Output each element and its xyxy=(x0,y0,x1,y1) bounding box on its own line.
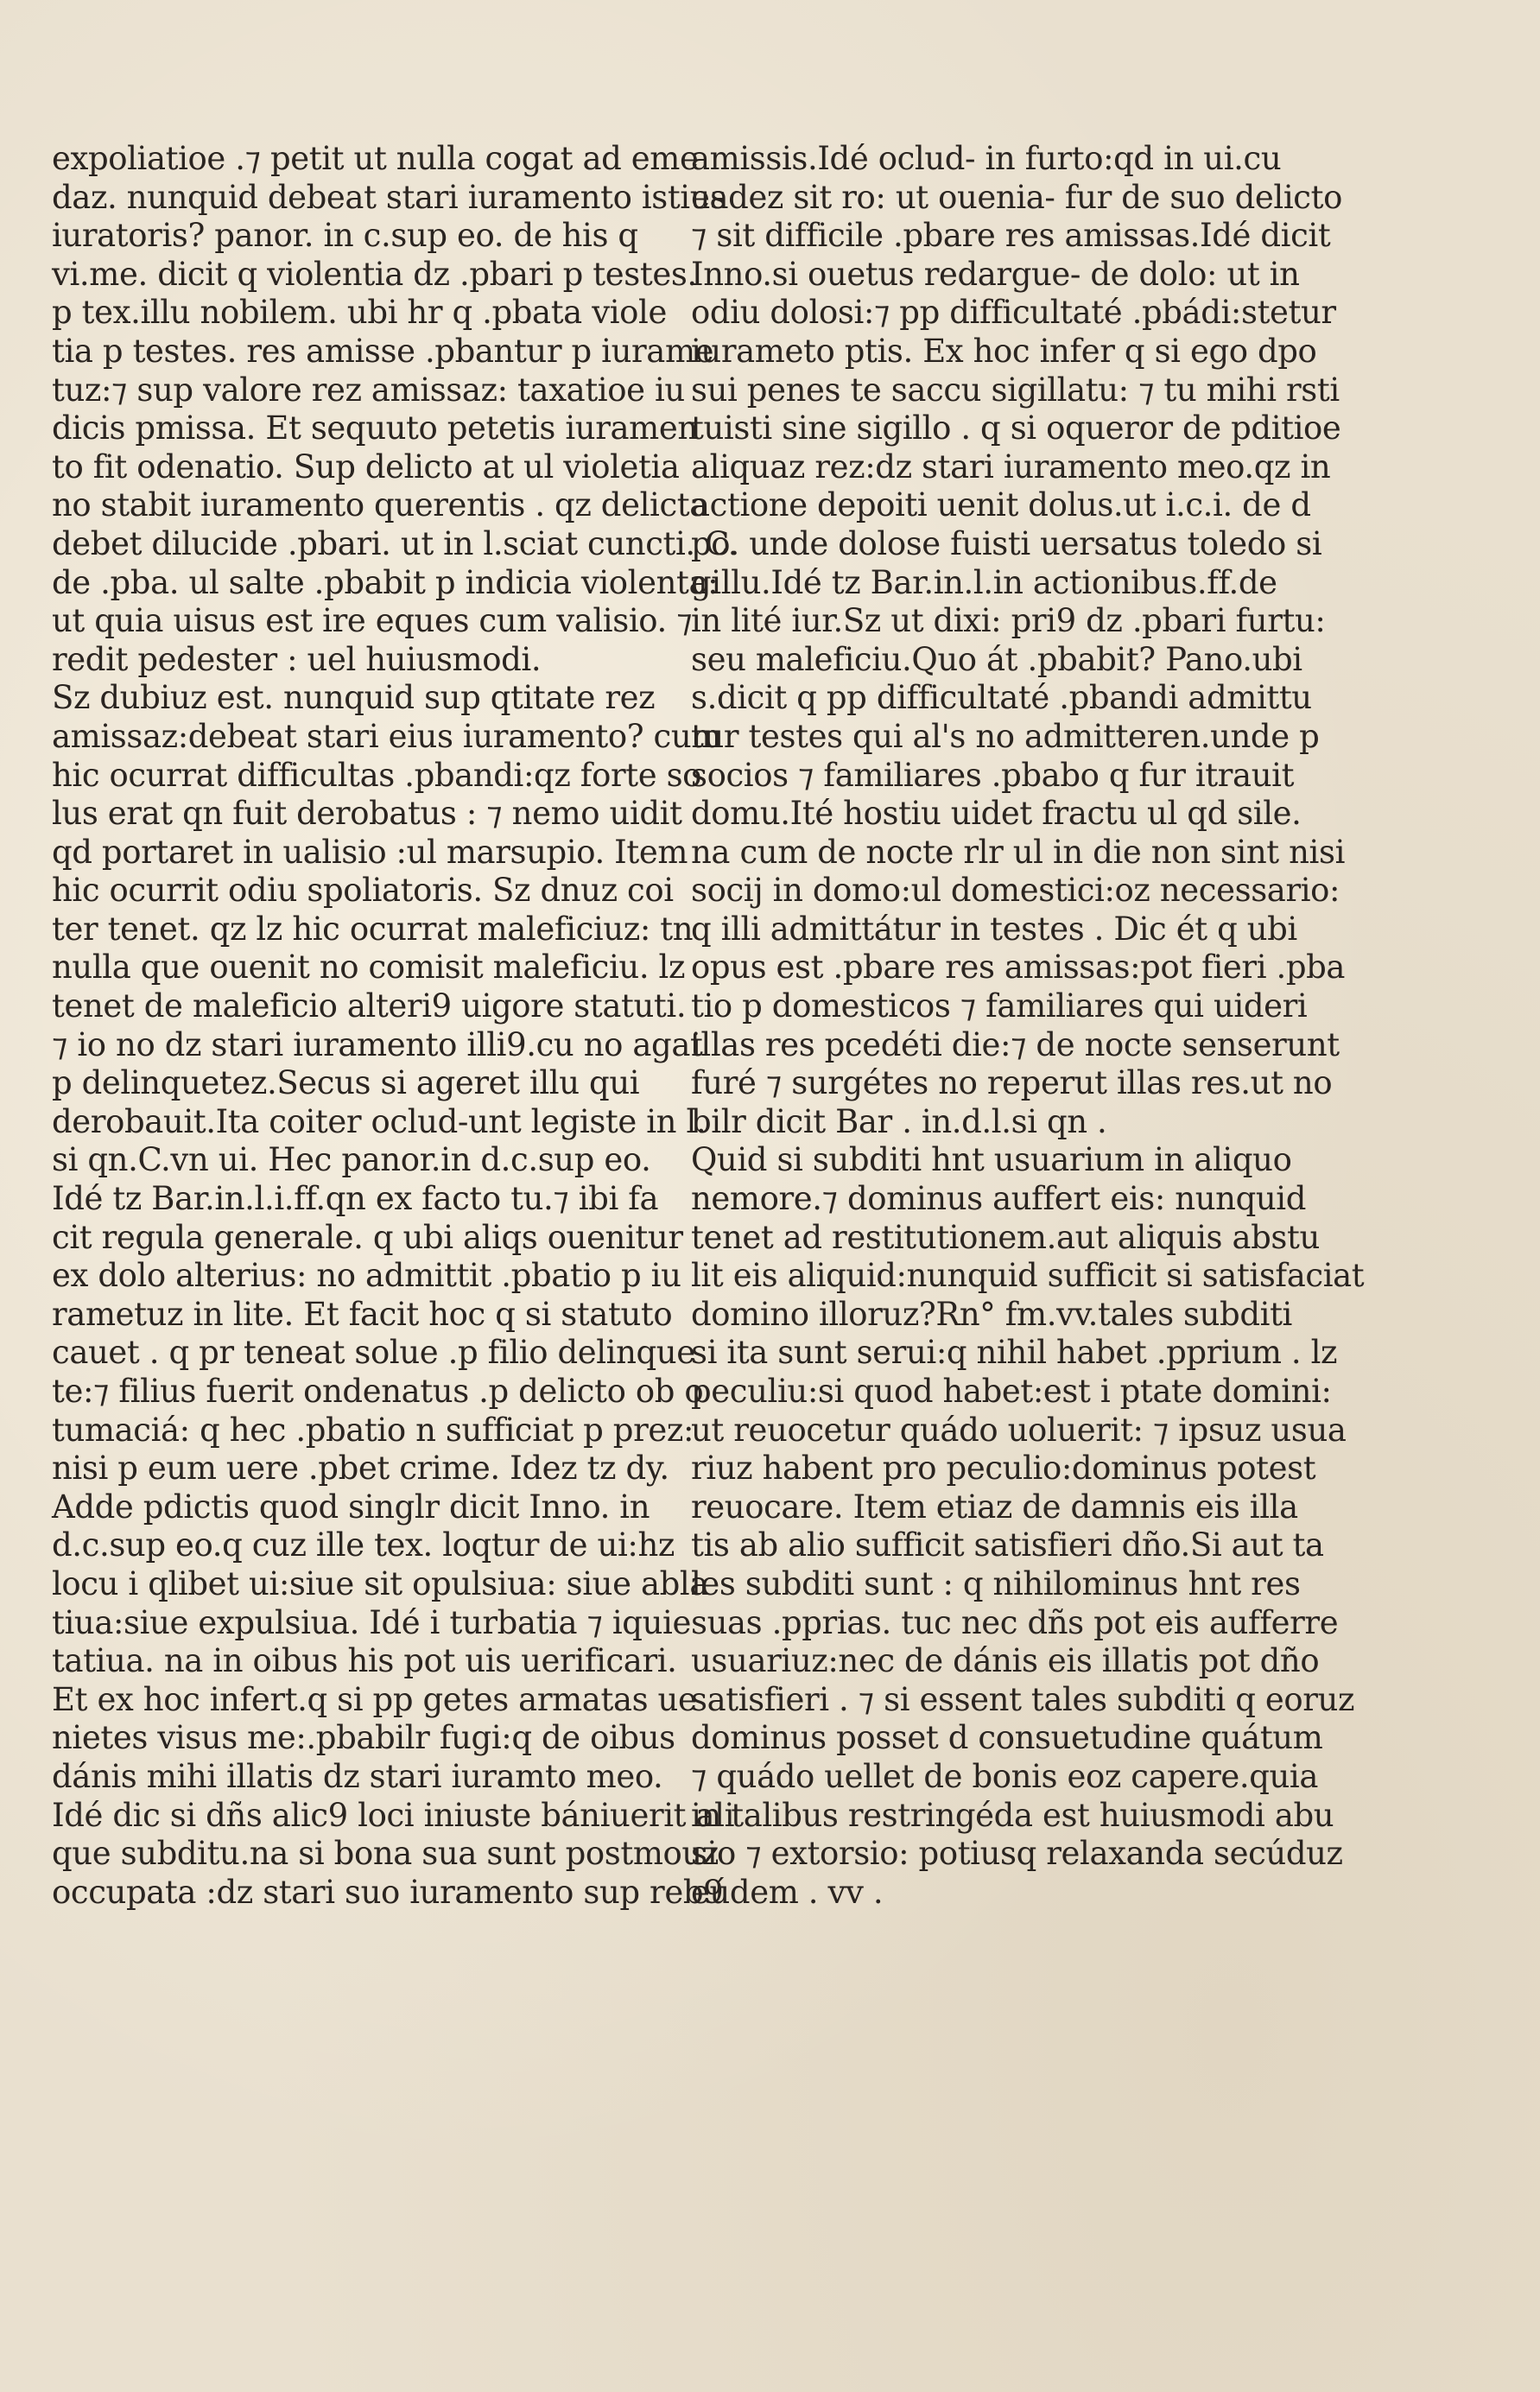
text-line: Adde pdictis quod singlr dicit Inno. in xyxy=(52,1488,650,1526)
text-line: socij in domo:ul domestici:oz necessario: xyxy=(691,872,1340,910)
text-line: bilr dicit Bar . in.d.l.si qn . xyxy=(691,1102,1107,1140)
text-line: illas res pcedéti die:⁊ de nocte senserunt xyxy=(691,1025,1340,1063)
text-line: Idé tz Bar.in.l.i.ff.qn ex facto tu.⁊ ibi fa xyxy=(52,1180,659,1218)
text-line: socios ⁊ familiares .pbabo q fur itrauit xyxy=(691,756,1295,794)
text-line: occupata :dz stari suo iuramento sup reb9 xyxy=(52,1873,724,1911)
text-line: locu i qlibet ui:siue sit opulsiua: siue abla xyxy=(52,1564,708,1602)
text-line: tiua:siue expulsiua. Idé i turbatia ⁊ iquie xyxy=(52,1603,691,1641)
text-line: aliquaz rez:dz stari iuramento meo.qz in xyxy=(691,447,1331,485)
text-line: Inno.si ouetus redargue- de dolo: ut in xyxy=(691,255,1300,293)
text-line: tenet de maleficio alteri9 uigore statuti. xyxy=(52,987,687,1025)
text-line: redit pedester : uel huiusmodi. xyxy=(52,640,542,678)
text-line: iuratoris? panor. in c.sup eo. de his q xyxy=(52,217,638,255)
text-line: tis ab alio sufficit satisfieri dño.Si aut ta xyxy=(691,1526,1324,1564)
text-line: p tex.illu nobilem. ubi hr q .pbata viole xyxy=(52,294,667,332)
text-line: domino illoruz?Rn° fm.vv.tales subditi xyxy=(691,1295,1292,1333)
text-line: tia p testes. res amisse .pbantur p iurame xyxy=(52,332,714,370)
text-line: in lité iur.Sz ut dixi: pri9 dz .pbari furtu: xyxy=(691,602,1326,640)
text-line: cauet . q pr teneat solue .p filio delinque xyxy=(52,1334,695,1372)
text-line: dánis mihi illatis dz stari iuramto meo. xyxy=(52,1757,663,1795)
text-line: nisi p eum uere .pbet crime. Idez tz dy. xyxy=(52,1450,669,1488)
text-line: dicis pmissa. Et sequuto petetis iuramen xyxy=(52,409,698,447)
text-line: tumaciá: q hec .pbatio n sufficiat p prez: xyxy=(52,1411,694,1449)
text-line: usuariuz:nec de dánis eis illatis pot dño xyxy=(691,1642,1320,1680)
text-line: po. unde dolose fuisti uersatus toledo si xyxy=(691,524,1322,562)
text-line: d.c.sup eo.q cuz ille tex. loqtur de ui:hz xyxy=(52,1526,675,1564)
text-line: tatiua. na in oibus his pot uis uerificari. xyxy=(52,1642,677,1680)
text-line: amissis.Idé oclud- in furto:qd in ui.cu xyxy=(691,140,1282,177)
text-line: eadez sit ro: ut ouenia- fur de suo delicto xyxy=(691,178,1342,216)
text-line: opus est .pbare res amissas:pot fieri .pba xyxy=(691,949,1346,987)
text-line: q illi admittátur in testes . Dic ét q ubi xyxy=(691,910,1297,948)
text-line: hic ocurrat difficultas .pbandi:qz forte so xyxy=(52,756,702,794)
text-line: to fit odenatio. Sup delicto at ul violetia xyxy=(52,447,680,485)
text-line: tur testes qui al's no admitteren.unde p xyxy=(691,717,1320,755)
text-line: Idé dic si dñs alic9 loci iniuste bániuerit ali xyxy=(52,1796,735,1834)
text-line: tio p domesticos ⁊ familiares qui uideri xyxy=(691,987,1308,1025)
text-line: peculiu:si quod habet:est i ptate domini: xyxy=(691,1373,1332,1410)
right-text-column xyxy=(691,140,1365,1912)
text-line: s.dicit q pp difficultaté .pbandi admittu xyxy=(691,679,1312,717)
text-line: dominus posset d consuetudine quátum xyxy=(691,1719,1323,1757)
text-line: lus erat qn fuit derobatus : ⁊ nemo uidit xyxy=(52,795,682,833)
text-line: nulla que ouenit no comisit maleficiu. lz xyxy=(52,949,686,987)
text-line: si qn.C.vn ui. Hec panor.in d.c.sup eo. xyxy=(52,1141,651,1179)
text-line: debet dilucide .pbari. ut in l.sciat cuncti. C. xyxy=(52,524,738,562)
text-line: de .pba. ul salte .pbabit p indicia violenta: xyxy=(52,563,719,601)
text-line: p delinquetez.Secus si ageret illu qui xyxy=(52,1064,640,1102)
text-line: eúdem . vv . xyxy=(691,1873,884,1911)
text-line: suas .pprias. tuc nec dñs pot eis aufferre xyxy=(691,1603,1339,1641)
text-line: Et ex hoc infert.q si pp getes armatas ue xyxy=(52,1680,697,1718)
text-line: si ita sunt serui:q nihil habet .pprium . lz xyxy=(691,1334,1338,1372)
text-line: ⁊ quádo uellet de bonis eoz capere.quia xyxy=(691,1757,1319,1795)
text-line: tuz:⁊ sup valore rez amissaz: taxatioe iu xyxy=(52,371,685,409)
text-line: daz. nunquid debeat stari iuramento istius xyxy=(52,178,726,216)
text-line: qd portaret in ualisio :ul marsupio. Item xyxy=(52,833,688,871)
text-line: tenet ad restitutionem.aut aliquis abstu xyxy=(691,1218,1320,1256)
text-line: in talibus restringéda est huiusmodi abu xyxy=(691,1796,1334,1834)
text-line: sui penes te saccu sigillatu: ⁊ tu mihi rsti xyxy=(691,371,1340,409)
text-line: ut quia uisus est ire eques cum valisio. ⁊ xyxy=(52,602,693,640)
text-line: no stabit iuramento querentis . qz delicta xyxy=(52,486,708,524)
text-line: amissaz:debeat stari eius iuramento? cum xyxy=(52,717,721,755)
text-line: nietes visus me:.pbabilr fugi:q de oibus xyxy=(52,1719,675,1757)
text-line: odiu dolosi:⁊ pp difficultaté .pbádi:stetur xyxy=(691,294,1336,332)
text-line: ex dolo alterius: no admittit .pbatio p iu xyxy=(52,1257,681,1295)
left-text-column xyxy=(52,140,738,1912)
text-line: expoliatioe .⁊ petit ut nulla cogat ad eme xyxy=(52,140,699,177)
text-line: que subditu.na si bona sua sunt postmouz xyxy=(52,1835,719,1873)
text-line: ⁊ io no dz stari iuramento illi9.cu no agat xyxy=(52,1025,703,1063)
text-line: actione depoiti uenit dolus.ut i.c.i. de d xyxy=(691,486,1311,524)
text-line: riuz habent pro peculio:dominus potest xyxy=(691,1450,1316,1488)
text-line: hic ocurrit odiu spoliatoris. Sz dnuz coi xyxy=(52,872,674,910)
text-line: na cum de nocte rlr ul in die non sint nisi xyxy=(691,833,1345,871)
text-line: ter tenet. qz lz hic ocurrat maleficiuz: tn xyxy=(52,910,694,948)
text-line: gillu.Idé tz Bar.in.l.in actionibus.ff.de xyxy=(691,563,1277,601)
text-line: Sz dubiuz est. nunquid sup qtitate rez xyxy=(52,679,656,717)
text-line: ut reuocetur quádo uoluerit: ⁊ ipsuz usua xyxy=(691,1411,1347,1449)
text-line: Quid si subditi hnt usuarium in aliquo xyxy=(691,1141,1292,1179)
text-line: cit regula generale. q ubi aliqs ouenitur xyxy=(52,1218,683,1256)
text-line: rametuz in lite. Et facit hoc q si statuto xyxy=(52,1295,673,1333)
text-line: te:⁊ filius fuerit ondenatus .p delicto ob o xyxy=(52,1373,704,1410)
text-line: domu.Ité hostiu uidet fractu ul qd sile. xyxy=(691,795,1302,833)
text-line: nemore.⁊ dominus auffert eis: nunquid xyxy=(691,1180,1307,1218)
text-line: seu maleficiu.Quo át .pbabit? Pano.ubi xyxy=(691,640,1302,678)
text-line: reuocare. Item etiaz de damnis eis illa xyxy=(691,1488,1298,1526)
text-line: derobauit.Ita coiter oclud-unt legiste in l. xyxy=(52,1102,707,1140)
text-line: sio ⁊ extorsio: potiusq relaxanda secúduz xyxy=(691,1835,1343,1873)
text-line: satisfieri . ⁊ si essent tales subditi q eoruz xyxy=(691,1680,1355,1718)
text-line: tuisti sine sigillo . q si oqueror de pditioe xyxy=(691,409,1341,447)
text-line: vi.me. dicit q violentia dz .pbari p testes. xyxy=(52,255,697,293)
text-line: furé ⁊ surgétes no reperut illas res.ut no xyxy=(691,1064,1333,1102)
text-line: ⁊ sit difficile .pbare res amissas.Idé dicit xyxy=(691,217,1331,255)
text-line: les subditi sunt : q nihilominus hnt res xyxy=(691,1564,1301,1602)
text-line: lit eis aliquid:nunquid sufficit si satisfaciat xyxy=(691,1257,1365,1295)
text-line: iurameto ptis. Ex hoc infer q si ego dpo xyxy=(691,332,1317,370)
